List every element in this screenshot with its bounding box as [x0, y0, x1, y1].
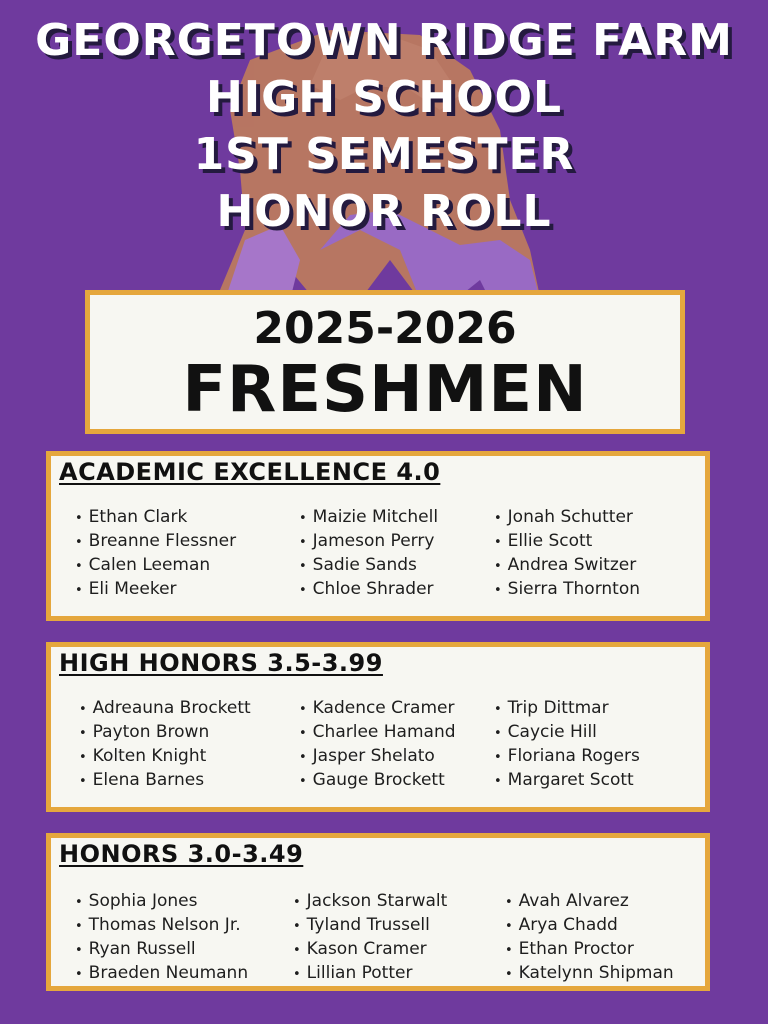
list-item: • Kolten Knight [79, 745, 251, 769]
page-title [0, 12, 768, 240]
title-line: GEORGETOWN RIDGE FARM [35, 15, 733, 66]
list-item: • Ethan Proctor [505, 938, 674, 962]
list-item: • Thomas Nelson Jr. [75, 914, 248, 938]
list-item: • Adreauna Brockett [79, 697, 251, 721]
list-item: • Payton Brown [79, 721, 251, 745]
list-item: • Lillian Potter [293, 962, 447, 986]
list-item: • Elena Barnes [79, 769, 251, 793]
name-column [494, 697, 640, 793]
list-item: • Jackson Starwalt [293, 890, 447, 914]
list-item: • Calen Leeman [75, 554, 236, 578]
list-item: • Sophia Jones [75, 890, 248, 914]
school-year: 2025-2026 [253, 303, 517, 354]
grade-level: FRESHMEN [182, 353, 588, 427]
name-column [494, 506, 640, 602]
list-item: • Maizie Mitchell [299, 506, 438, 530]
list-item: • Avah Alvarez [505, 890, 674, 914]
list-item: • Eli Meeker [75, 578, 236, 602]
list-item: • Kason Cramer [293, 938, 447, 962]
section-academic-excellence [46, 451, 710, 621]
name-column [75, 890, 248, 986]
title-line: 1ST SEMESTER [193, 129, 575, 180]
list-item: • Tyland Trussell [293, 914, 447, 938]
section-heading: HONORS 3.0-3.49 [59, 840, 304, 868]
list-item: • Gauge Brockett [299, 769, 456, 793]
list-item: • Ryan Russell [75, 938, 248, 962]
name-column [79, 697, 251, 793]
name-column [505, 890, 674, 986]
list-item: • Jasper Shelato [299, 745, 456, 769]
title-line: HONOR ROLL [216, 186, 552, 237]
list-item: • Jonah Schutter [494, 506, 640, 530]
list-item: • Trip Dittmar [494, 697, 640, 721]
section-heading: ACADEMIC EXCELLENCE 4.0 [59, 458, 441, 486]
list-item: • Chloe Shrader [299, 578, 438, 602]
name-column [293, 890, 447, 986]
section-honors [46, 833, 710, 991]
section-heading: HIGH HONORS 3.5-3.99 [59, 649, 383, 677]
list-item: • Breanne Flessner [75, 530, 236, 554]
section-high-honors [46, 642, 710, 812]
list-item: • Kadence Cramer [299, 697, 456, 721]
list-item: • Arya Chadd [505, 914, 674, 938]
title-line: HIGH SCHOOL [205, 72, 563, 123]
list-item: • Margaret Scott [494, 769, 640, 793]
name-column [299, 506, 438, 602]
list-item: • Katelynn Shipman [505, 962, 674, 986]
name-column [299, 697, 456, 793]
list-item: • Sierra Thornton [494, 578, 640, 602]
list-item: • Braeden Neumann [75, 962, 248, 986]
name-column [75, 506, 236, 602]
list-item: • Ellie Scott [494, 530, 640, 554]
list-item: • Jameson Perry [299, 530, 438, 554]
list-item: • Ethan Clark [75, 506, 236, 530]
list-item: • Charlee Hamand [299, 721, 456, 745]
list-item: • Sadie Sands [299, 554, 438, 578]
list-item: • Caycie Hill [494, 721, 640, 745]
list-item: • Andrea Switzer [494, 554, 640, 578]
year-grade-banner [85, 290, 685, 434]
list-item: • Floriana Rogers [494, 745, 640, 769]
